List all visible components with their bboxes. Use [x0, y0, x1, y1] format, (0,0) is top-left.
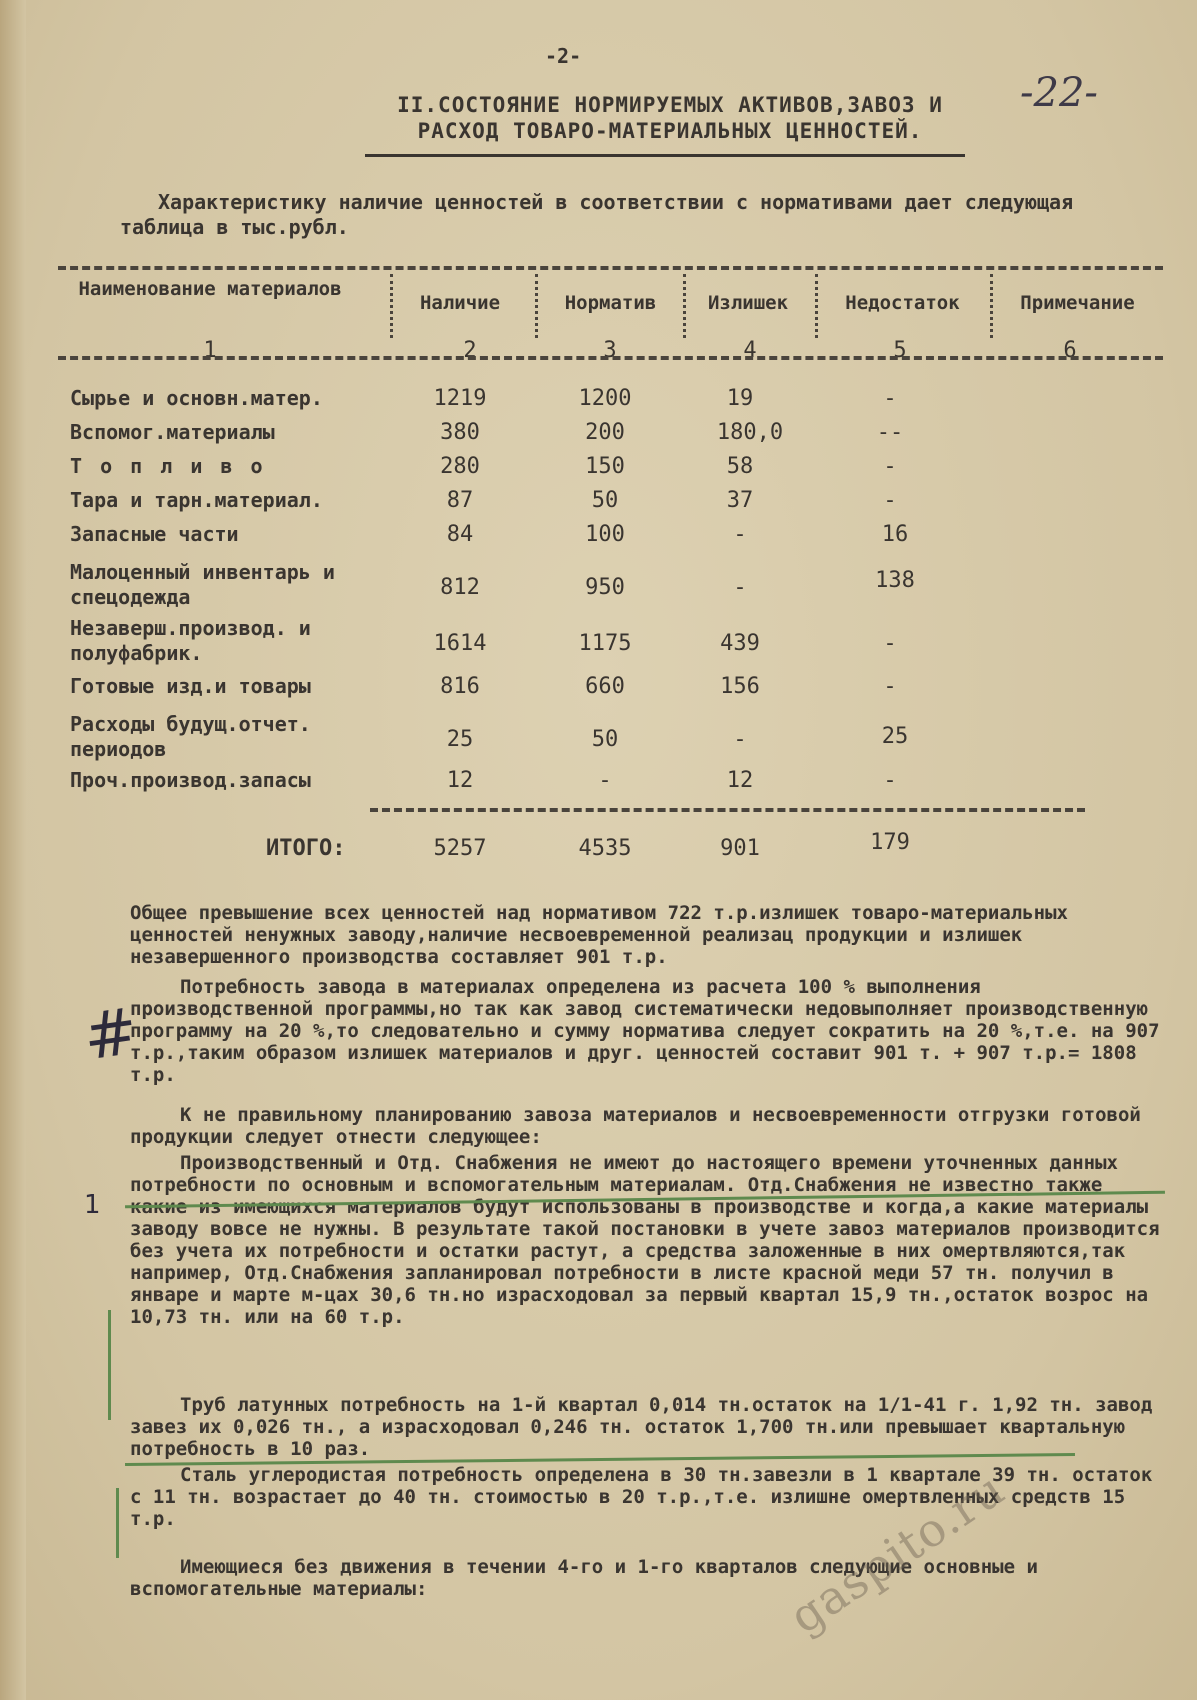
- cell-nedostatok: 16: [881, 522, 909, 547]
- cell-normativ: 1200: [578, 386, 632, 411]
- header-nedostatok: Недостаток: [845, 292, 960, 314]
- column-separator: [990, 274, 993, 338]
- cell-izlishek: 19: [726, 386, 754, 411]
- total-izlishek: 901: [720, 836, 760, 861]
- watermark: gaspito.ru: [779, 1461, 1015, 1644]
- cell-izlishek: -: [733, 575, 747, 600]
- column-separator: [535, 274, 538, 338]
- pencil-margin-line: [116, 1488, 119, 1558]
- total-nedostatok: 179: [870, 830, 910, 855]
- title-underline: [365, 154, 965, 157]
- paragraph-idle-materials: Имеющиеся без движения в течении 4-го и 1-го кварталов следующие основные и вспомогательные материалы:: [130, 1556, 1038, 1600]
- column-separator: [683, 274, 686, 338]
- row-name: Т о п л и в о: [70, 454, 266, 478]
- cell-nalichie: 12: [446, 768, 474, 793]
- cell-normativ: 50: [591, 488, 619, 513]
- cell-nedostatok: -: [883, 488, 897, 513]
- cell-nalichie: 25: [446, 727, 474, 752]
- row-name: Тара и тарн.материал.: [70, 488, 323, 512]
- cell-normativ: -: [598, 768, 612, 793]
- intro-text: Характеристику наличие ценностей в соответствии с нормативами дает следующая таблица в тыс.рубл.: [120, 190, 1074, 239]
- cell-normativ: 150: [585, 454, 625, 479]
- column-number: 2: [463, 338, 477, 363]
- total-normativ: 4535: [578, 836, 632, 861]
- paragraph-supply: Производственный и Отд. Снабжения не имеют до настоящего времени уточненных данных потребности по основным и вспомогательным материалам. Отд.Снабжения не известно также какие из имеющихся материалов будут использованы в производстве и когда,а какие материалы заводу вовсе не нужны. В результате такой постановки в учете завоз материалов производится без учета их потребности и остатки растут, а средства заложенные в них омертвляются,так например, Отд.Снабжения запланировал потребности в листе красной меди 57 тн. получил в январе и марте м-цах 30,6 тн.но израсходовал за первый квартал 15,9 тн.,остаток возрос на 10,73 тн. или на 60 т.р.: [130, 1152, 1160, 1328]
- cell-nedostatok: -: [883, 768, 897, 793]
- cell-nedostatok: -: [883, 454, 897, 479]
- cell-nalichie: 816: [440, 674, 480, 699]
- paragraph-planning: К не правильному планированию завоза материалов и несвоевременности отгрузки готовой продукции следует отнести следующее:: [130, 1104, 1141, 1148]
- cell-nalichie: 812: [440, 575, 480, 600]
- column-number: 3: [603, 338, 617, 363]
- cell-normativ: 200: [585, 420, 625, 445]
- cell-izlishek: -: [733, 727, 747, 752]
- cell-izlishek: -: [733, 522, 747, 547]
- cell-nalichie: 1614: [433, 631, 487, 656]
- cell-normativ: 50: [591, 727, 619, 752]
- pencil-margin-line: [108, 1310, 111, 1420]
- row-name: Вспомог.материалы: [70, 420, 275, 444]
- section-title: [350, 92, 990, 144]
- header-normativ: Норматив: [564, 292, 657, 314]
- column-separator: [815, 274, 818, 338]
- cell-nedostatok: 138: [875, 568, 915, 593]
- header-nalichie: Наличие: [419, 292, 501, 314]
- header-izlishek: Излишек: [707, 292, 789, 314]
- cell-nalichie: 280: [440, 454, 480, 479]
- column-number: 6: [1063, 338, 1077, 363]
- archive-page-number: -22-: [1020, 70, 1098, 116]
- table-header-rule: [58, 356, 1163, 360]
- row-name: Готовые изд.и товары: [70, 674, 311, 698]
- row-name: Малоценный инвентарь и спецодежда: [70, 560, 335, 609]
- column-number: 4: [743, 338, 757, 363]
- paragraph-brass-pipes: Труб латунных потребность на 1-й квартал 0,014 тн.остаток на 1/1-41 г. 1,92 тн. завод завез их 0,026 тн., а израсходовал 0,246 тн. остаток 1,700 тн.или превышает квартальную потребность в 10 раз.: [130, 1394, 1153, 1460]
- paragraph-carbon-steel: Сталь углеродистая потребность определена в 30 тн.завезли в 1 квартале 39 тн. остаток с 11 тн. возрастает до 40 тн. стоимостью в 20 т.р.,т.е. излишне омертвленных средств 15 т.р.: [130, 1464, 1153, 1530]
- total-label: ИТОГО:: [266, 836, 346, 861]
- cell-nedostatok: -: [883, 386, 897, 411]
- cell-normativ: 660: [585, 674, 625, 699]
- cell-izlishek: 37: [726, 488, 754, 513]
- cell-izlishek: 12: [726, 768, 754, 793]
- cell-izlishek: 180,0: [716, 420, 784, 445]
- cell-nalichie: 84: [446, 522, 474, 547]
- cell-nalichie: 87: [446, 488, 474, 513]
- cell-nedostatok: --: [876, 420, 904, 445]
- title-line-2: РАСХОД ТОВАРО-МАТЕРИАЛЬНЫХ ЦЕННОСТЕЙ.: [417, 119, 923, 143]
- row-name: Расходы будущ.отчет. периодов: [70, 712, 311, 761]
- cell-normativ: 950: [585, 575, 625, 600]
- cell-normativ: 1175: [578, 631, 632, 656]
- table-top-rule: [58, 266, 1163, 270]
- table-header: [60, 278, 1165, 336]
- total-nalichie: 5257: [433, 836, 487, 861]
- cell-nalichie: 1219: [433, 386, 487, 411]
- row-name: Сырье и основн.матер.: [70, 386, 323, 410]
- paragraph-demand: Потребность завода в материалах определена из расчета 100 % выполнения производственной программы,но так как завод систематически недовыполняет производственную программу на 20 %,то следовательно и сумму норматива следует сократить на 20 %,т.е. на 907 т.р.,таким образом излишек материалов и друг. ценностей составит 901 т. + 907 т.р.= 1808 т.р.: [130, 976, 1160, 1086]
- row-name: Запасные части: [70, 522, 239, 546]
- cell-nedostatok: 25: [881, 724, 909, 749]
- cell-izlishek: 439: [720, 631, 760, 656]
- header-materials: Наименование материалов: [78, 278, 342, 300]
- column-separator: [390, 274, 393, 338]
- cell-nedostatok: -: [883, 631, 897, 656]
- title-line-1: II.СОСТОЯНИЕ НОРМИРУЕМЫХ АКТИВОВ,ЗАВОЗ И: [397, 93, 943, 117]
- table-bottom-rule: [370, 808, 1085, 812]
- handwritten-margin-number: 1: [84, 1190, 101, 1220]
- paragraph-excess: Общее превышение всех ценностей над нормативом 722 т.р.излишек товаро-материальных ценностей ненужных заводу,наличие несвоевременной реализац продукции и излишек незавершенного производства составляет 901 т.р.: [130, 902, 1068, 968]
- row-name: Незаверш.производ. и полуфабрик.: [70, 616, 311, 665]
- cell-nalichie: 380: [440, 420, 480, 445]
- cell-nedostatok: -: [883, 674, 897, 699]
- header-primechanie: Примечание: [1020, 292, 1135, 314]
- column-number: 5: [893, 338, 907, 363]
- cell-izlishek: 156: [720, 674, 760, 699]
- row-name: Проч.производ.запасы: [70, 768, 311, 792]
- paper-edge: [0, 0, 26, 1700]
- handwritten-hash-mark: #: [79, 994, 143, 1076]
- column-number: 1: [203, 338, 217, 363]
- cell-normativ: 100: [585, 522, 625, 547]
- cell-izlishek: 58: [726, 454, 754, 479]
- page-number: -2-: [545, 44, 582, 68]
